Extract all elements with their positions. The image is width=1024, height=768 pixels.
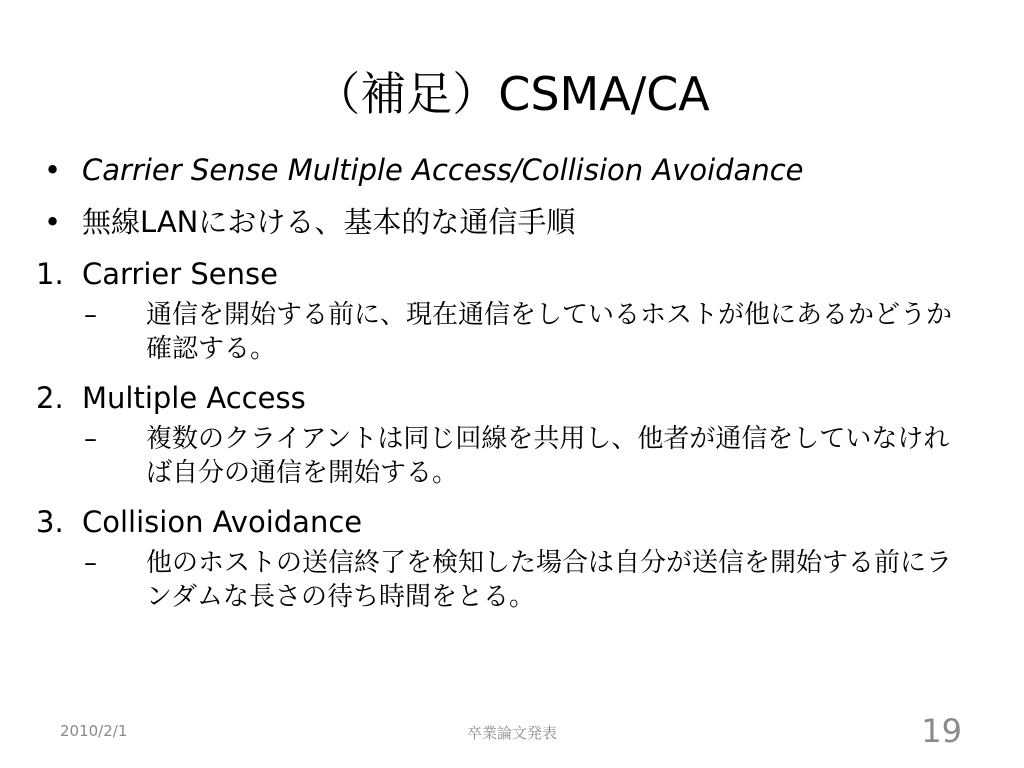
- step-number: 3.: [36, 505, 64, 539]
- bullet-item: [36, 148, 976, 192]
- bullet-item: [36, 200, 976, 244]
- bullet-text: 無線LANにおける、基本的な通信手順: [82, 205, 576, 239]
- step-detail: 他のホストの送信終了を検知した場合は自分が送信を開始する前にランダムな長さの待ち時間をとる。: [146, 548, 953, 612]
- slide-title: （補足）CSMA/CA: [314, 67, 710, 121]
- numbered-item: [36, 376, 976, 420]
- step-number: 2.: [36, 381, 64, 415]
- slide-content: [36, 148, 976, 624]
- dash-marker: –: [84, 424, 97, 454]
- step-heading: Multiple Access: [82, 381, 306, 415]
- step-heading: Collision Avoidance: [82, 505, 363, 539]
- page-number: 19: [921, 712, 962, 750]
- sub-item: [36, 298, 976, 366]
- bullet-text: Carrier Sense Multiple Access/Collision Avoidance: [82, 153, 804, 187]
- step-number: 1.: [36, 257, 64, 291]
- footer-title: 卒業論文発表: [466, 724, 557, 742]
- bullet-marker: •: [44, 153, 62, 187]
- numbered-item: [36, 252, 976, 296]
- step-detail: 通信を開始する前に、現在通信をしているホストが他にあるかどうか確認する。: [146, 300, 953, 364]
- numbered-item: [36, 500, 976, 544]
- step-heading: Carrier Sense: [82, 257, 278, 291]
- dash-marker: –: [84, 548, 97, 578]
- sub-item: [36, 422, 976, 490]
- bullet-marker: •: [44, 205, 62, 239]
- sub-item: [36, 546, 976, 614]
- footer-date: 2010/2/1: [60, 722, 128, 740]
- step-detail: 複数のクライアントは同じ回線を共用し、他者が通信をしていなければ自分の通信を開始する。: [146, 424, 950, 488]
- dash-marker: –: [84, 300, 97, 330]
